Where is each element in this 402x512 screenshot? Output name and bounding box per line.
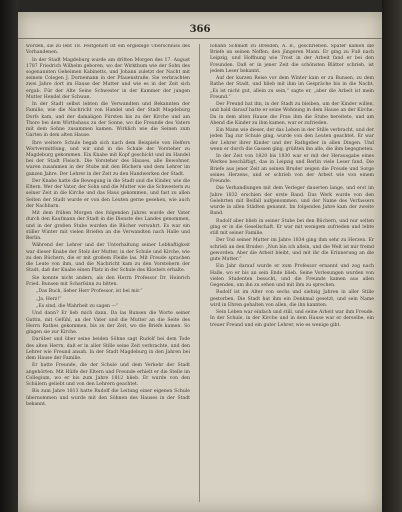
right-column-paragraph: Ein Mann wie dieser, der das Leben in der Stille verbracht, und der jeden Tag zur Schule ging, wurde von den Leuten geachtet. Er war der Lehrer ihrer Kinder und der Rathgeber in allen Dingen. Und wenn er durch die Gassen ging, grüßten ihn alle, die ihm begegneten. (210, 128, 374, 152)
left-column-paragraph: Mit dem frühen Morgen des folgenden Jahres wurde der Vater durch den Kaufmann der Stadt in die Dienste des Landes genommen, und in der großen Stube wurden die Bücher verwahrt. Es war ein stiller Winter mit vielen Briefen an die Verwandten nach Halle und Berlin. (26, 211, 190, 242)
right-column-paragraph: Auf der kurzen Reise vor dem Winter kam er zu Bunsen, zu dem Rathe der Stadt, und blieb mit ihm im Gespräche bis in die Nacht. „Es ist nicht gut, allein zu sein,“ sagte er, „aber die Arbeit ist mein Freund.“ (210, 76, 374, 100)
left-column-paragraph: Sie konnte nicht anders, als den Herrn Professor Dr. Heinrich Fried. Bunsen mit Scharfsinn zu bitten. (26, 275, 190, 287)
column-divider (199, 44, 200, 502)
right-column-paragraph: Der Tod seiner Mutter im Jahre 1834 ging ihm sehr zu Herzen. Er schrieb an den Bruder: „Nun bin ich allein, und die Welt ist mir fremd geworden. Aber die Arbeit bleibt, und mit ihr die Erinnerung an die gute Mutter.“ (210, 238, 374, 263)
left-column-paragraph: „Es sind, die Wahrheit zu sagen —“ (36, 304, 119, 309)
book-gutter (382, 0, 402, 512)
left-column-paragraph: „Das Buch, lieber Herr Professor, ist bei mir.“ (36, 289, 143, 295)
left-column-paragraph: Ihre weitere Schule begab sich nach dem Beispiele von Helfers Wortvermittlung, und wir sind in die Schule der Vorsteher zu Magdeburg gekommen. Ein Knabe mit Kopf geschickt und im Handel bei der Stadt Fleisch. Die Vorsteher des Hauses, alle Bewohner, waren zusammen in der Stube mit den Büchern und dem Lehrer im ganzen Jahre. Der Lehrer in der Zeit zu den Handwerken der Stadt. (26, 140, 190, 177)
left-column-paragraph: Darüber und über seine beiden Söhne sagt Rudolf bei dem Tode des alten Herrn, daß er in aller Stille seine Zeit verbrachte, und den Lehrer wie Freund ansah. In der Stadt Magdeburg in den Jahren bei dem Hause der Familie. (26, 337, 190, 361)
right-column-paragraph: Die Verhandlungen mit dem Verleger dauerten lange, und erst im Jahre 1832 erschien der erste Band. Das Werk wurde von den Gelehrten mit Beifall aufgenommen, und der Name des Verfassers wurde in allen Städten genannt. Im folgenden Jahre kam der zweite Band. (210, 186, 374, 217)
right-column-paragraph: Rudolf ist im Alter von sechs und siebzig Jahren in aller Stille gestorben. Die Stadt hat ihm ein Denkmal gesetzt, und sein Name wird in Ehren gehalten von allen, die ihn kannten. (210, 290, 374, 308)
left-column-paragraph: worden, sie zu lebt 18. Festgehoft ist ein ergiebige Überschluss des Vorhandenen. (26, 44, 190, 56)
page-header (18, 22, 382, 39)
left-column-paragraph: Er hatte Freunde, die der Schule und dem Verkehr der Stadt angehörten. Mit Hülfe der Eltern und Freunde erhielt er die Stelle im Collegium, wo er bis zum Jahre 1812 blieb. Er wurde von den Schülern geliebt und von den Lehrern geachtet. (26, 363, 190, 387)
right-column-paragraph: Iohann Schmidt zu Dresden, A. B., geschrieben. Später kamen die Briefe an seinen Neffen, den jüngeren Mann. Er ging zu Fuß nach Leipzig, und Hoffnung wie Trost in der Arbeit fand er bei den Freunden. Daß er in jener Zeit die schönsten Blätter schrieb, ist jedem Leser bekannt. (210, 44, 374, 74)
right-column-paragraph: Der Freund bat ihn, in der Stadt zu bleiben, um der Kinder willen, und bald darauf hatte er seine Wohnung in dem Hause an der Kirche. Da in dem alten Hause die Frau ihm die Stube bereitete, und am Abend die Kinder zu ihm kamen, war er zufrieden. (210, 102, 374, 126)
right-column-paragraph: Ein Jahr darauf wurde er zum Professor ernannt und zog nach Halle, wo er bis an sein Ende blieb. Seine Vorlesungen wurden von vielen Studenten besucht, und die Freunde kamen aus allen Gegenden, um ihn zu sehen und mit ihm zu sprechen. (210, 264, 374, 289)
left-column-paragraph: „Ja, Herz!“ (36, 296, 62, 302)
book-spine-edge (0, 0, 18, 512)
page-number: 366 (189, 24, 211, 35)
right-text-column (210, 44, 374, 502)
left-column-paragraph: Der Knabe hatte die Bewegung in die Stadt und die Kinder, wie die Eltern. Wer der Vater, der Sohn und die Mutter wie die Schwestern zu seiner Zeit in die Kirche und das Haus gekommen, und fast zu allen Seiten der Stadt wurde er von den Leuten gerne gesehen, wie auch der Nachbarn. (26, 179, 190, 209)
right-column-paragraph: In der Zeit von 1820 bis 1830 war er mit der Herausgabe eines Werkes beschäftigt, das in Leipzig und Berlin viele Leser fand. Die Briefe aus jener Zeit an seinen Bruder zeigen die Freude und Sorge seines Herzens, und er schrieb von der Arbeit wie von einem Freunde. (210, 154, 374, 185)
right-column-paragraph: Rudolf aber blieb in seiner Stube bei den Büchern, und nur selten ging er in die Gesellschaft. Er war mit wenigem zufrieden und lebte still mit seiner Familie. (210, 218, 374, 237)
left-column-paragraph: Bis zum Jahre 1813 hatte Rudolf die Leitung einer eigenen Schule übernommen und wurde mit den Söhnen des Hauses in der Stadt bekannt. (26, 389, 190, 407)
right-column-paragraph: Sein Leben war einfach und still, und seine Arbeit war ihm Freude. In der Schule, in der Kirche und in dem Hause war er derselbe, ein treuer Freund und ein guter Lehrer, wie es wenige gibt. (210, 310, 374, 328)
left-column-paragraph: In der Stadt Magdeburg wurde am dritten Morgen des 17. August 1787 Friedrich Wilhelm geboren, wo der Wirkthum wie der Sohn des sogenannten Geheimen Kabinetts, und Johann zuletzt der Nacht mit seinem Colegen J. Dornemann in der Pfauenstraße. Sie verbrachten zwei Jahre dort im Hause der Mutter und wie es in der Zeit sich ergab. Für der Alte Seine Schwester in der Kammer der jungen Mutter Hendel der Schwan. (26, 57, 190, 100)
left-column-paragraph: In der Stadt selbst lebten die Verwandten und Bekannten der Familie, wie die Nachricht von Handel und der Stadt Magdeburg Dorfs kam, und der damaligen Fürsten bis zu der Kirche und am Thore bei dem Wirthshaus zu der Sonne, wo die Freunde des Vaters mit dem Sohne zusammen kamen. Wirklich wie die Seinen zum Garten in dem alten Hause. (26, 102, 190, 139)
left-text-column (26, 44, 190, 502)
book-page (18, 12, 382, 512)
left-column-paragraph: Und dann? Er lieb mich dann. Da las Bunsen die Worte seiner Gattin, mit Gefühl, an der Vater und die Mutter an die Seite des Herrn Rathes gekommen, bis zu der Zeit, wo die Briefe kamen. So gingen sie zur Kirche. (26, 311, 190, 335)
left-column-paragraph: Während der Lehrer und der Unterhaltung seiner Lebhaftigkeit war dieser Knabe der Stolz der Mutter, in der Schule und Kirche, wie zu den Büchern, die er mit großem Fleiße las. Mit Freude sprachen die Leute von ihm, und die Nachricht kam zu den Vorstehern der Stadt, daß der Knabe einen Platz in der Schule des Klosters erhalte. (26, 243, 190, 274)
